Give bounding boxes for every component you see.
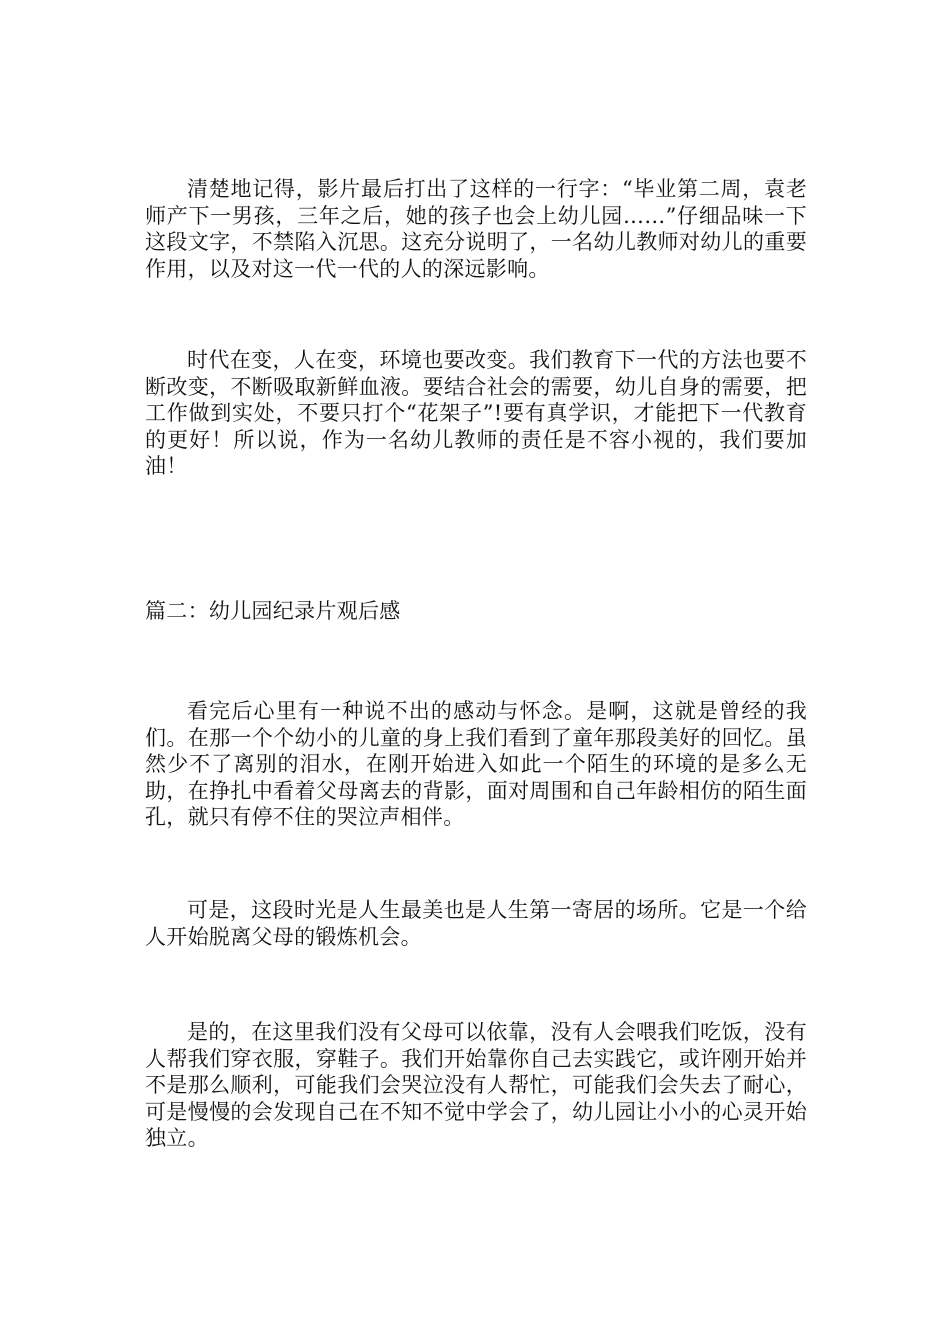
paragraph-first-home: 可是，这段时光是人生最美也是人生第一寄居的场所。它是一个给人开始脱离父母的锻炼机会。 — [145, 898, 807, 949]
paragraph-film-ending: 清楚地记得，影片最后打出了这样的一行字：“毕业第二周，袁老师产下一男孩，三年之后，她的孩子也会上幼儿园……”仔细品味一下这段文字，不禁陷入沉思。这充分说明了，一名幼儿教师对幼儿的重要作用，以及对这一代一代的人的深远影响。 — [145, 177, 807, 281]
paragraph-independence: 是的，在这里我们没有父母可以依靠，没有人会喂我们吃饭，没有人帮我们穿衣服，穿鞋子。我们开始靠你自己去实践它，或许刚开始并不是那么顺利，可能我们会哭泣没有人帮忙，可能我们会失去了耐心，可是慢慢的会发现自己在不知不觉中学会了，幼儿园让小小的心灵开始独立。 — [145, 1020, 807, 1150]
section-heading: 篇二：幼儿园纪录片观后感 — [145, 599, 401, 623]
paragraph-emotion-nostalgia: 看完后心里有一种说不出的感动与怀念。是啊，这就是曾经的我们。在那一个个幼小的儿童的身上我们看到了童年那段美好的回忆。虽然少不了离别的泪水，在刚开始进入如此一个陌生的环境的是多么无助，在挣扎中看着父母离去的背影，面对周围和自己年龄相仿的陌生面孔，就只有停不住的哭泣声相伴。 — [145, 699, 807, 829]
paragraph-times-change: 时代在变，人在变，环境也要改变。我们教育下一代的方法也要不断改变，不断吸取新鲜血液。要结合社会的需要，幼儿自身的需要，把工作做到实处，不要只打个“花架子”!要有真学识，才能把下一代教育的更好！所以说，作为一名幼儿教师的责任是不容小视的，我们要加油！ — [145, 348, 807, 478]
